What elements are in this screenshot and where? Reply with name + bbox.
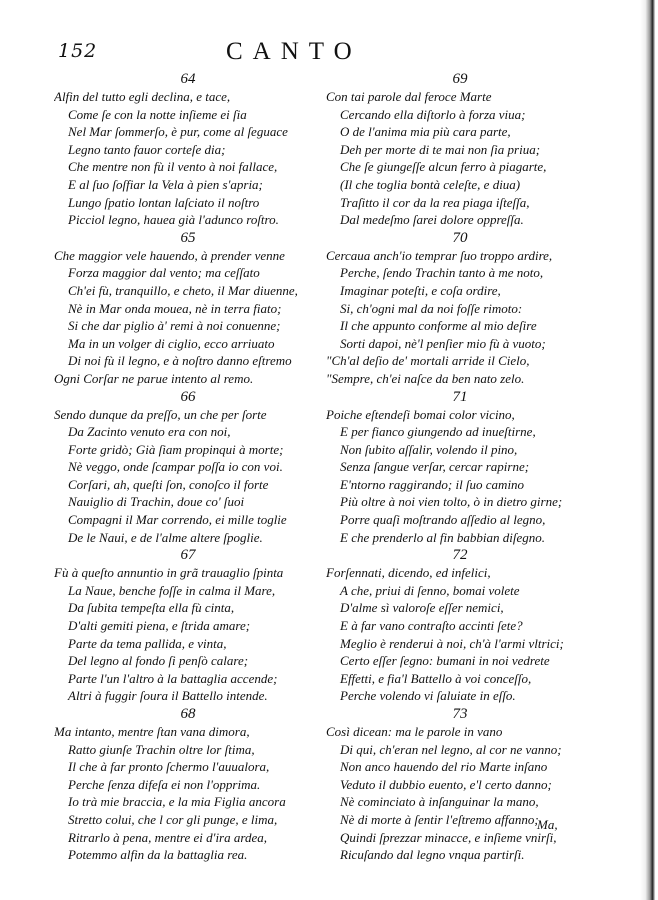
verse-line: Del legno al fondo ſi penſò calare; bbox=[68, 653, 249, 669]
verse-line: Più oltre à noi vien tolto, ò in dietro girne; bbox=[340, 494, 563, 510]
verse-line: Forte gridò; Già ſiam propinqui à morte; bbox=[68, 441, 284, 457]
verse-line: Quindi ſprezzar minacce, e inſieme vnirſi, bbox=[340, 829, 557, 845]
verse-line: Imaginar poteſti, e coſa ordire, bbox=[340, 282, 501, 298]
verse-line: Lungo ſpatio lontan laſciato il noſtro bbox=[68, 194, 260, 210]
verse-line: Altri à fuggir ſoura il Battello intende. bbox=[68, 688, 268, 704]
verse-line: Veduto il dubbio euento, e'l certo danno; bbox=[340, 776, 552, 792]
verse-line: Fù à queſto annuntio in grã trauaglio ſpinta bbox=[54, 565, 284, 581]
right-column bbox=[326, 70, 594, 864]
verse-line: Traſitto il cor da la rea piaga iſteſſa, bbox=[340, 194, 530, 210]
verse-line: Nauiglio di Trachin, doue co' ſuoi bbox=[68, 494, 245, 510]
verse-line: O de l'anima mia più cara parte, bbox=[340, 124, 511, 140]
verse-line: Nè cominciato à inſanguinar la mano, bbox=[340, 794, 539, 810]
verse-line: Si, ch'ogni mal da noi foſſe rimoto: bbox=[340, 300, 523, 316]
verse-line: Ch'ei fù, tranquillo, e cheto, il Mar diuenne, bbox=[68, 282, 298, 298]
stanza-number: 67 bbox=[180, 547, 196, 564]
verse-line: Meglio è renderui à noi, ch'à l'armi vltrici; bbox=[340, 635, 564, 651]
verse-line: Nè veggo, onde ſcampar poſſa io con voi. bbox=[68, 459, 283, 475]
verse-line: Compagni il Mar correndo, ei mille toglie bbox=[68, 512, 287, 528]
verse-line: Corſari, ah, queſti ſon, conoſco il forte bbox=[68, 476, 269, 492]
verse-line: E à far vano contraſto accinti ſete? bbox=[340, 618, 523, 634]
verse-line: Nè in Mar onda mouea, nè in terra fiato; bbox=[68, 300, 282, 316]
verse-line: Poiche eſtendeſi bomai color vicino, bbox=[326, 406, 515, 422]
verse-line: Ratto giunſe Trachin oltre lor ſtima, bbox=[68, 741, 255, 757]
verse-line: Nè di morte à ſentir l'eſtremo affanno; bbox=[340, 811, 539, 827]
verse-line: E per fianco giungendo ad inueſtirne, bbox=[340, 424, 536, 440]
stanza-number: 68 bbox=[180, 706, 196, 722]
verse-line: Forſennati, dicendo, ed infelici, bbox=[326, 565, 491, 581]
verse-line: (Il che toglia bontà celeſte, e diua) bbox=[340, 176, 521, 192]
verse-line: Stretto colui, che l cor gli punge, e lima, bbox=[68, 811, 278, 827]
stanza-number: 65 bbox=[180, 229, 196, 246]
verse-line: La Naue, benche foſſe in calma il Mare, bbox=[68, 582, 276, 598]
verse-line: Con tai parole dal feroce Marte bbox=[326, 89, 492, 104]
verse-line: Io trà mie braccia, e la mia Figlia ancora bbox=[68, 794, 286, 810]
page-edge-shadow bbox=[640, 0, 658, 900]
verse-line: Picciol legno, hauea già l'adunco roſtro. bbox=[68, 212, 279, 228]
verse-line: Si che dar piglio à' remi à noi conuenne; bbox=[68, 318, 281, 334]
verse-line: Dal medeſmo ſarei dolore oppreſſa. bbox=[340, 212, 524, 228]
stanza-number: 71 bbox=[452, 388, 468, 405]
stanza-number: 73 bbox=[452, 706, 468, 722]
stanza-number: 64 bbox=[180, 71, 196, 87]
verse-line: Senza ſangue verſar, cercar rapirne; bbox=[340, 459, 530, 475]
verse-line: Potemmo alfin da la battaglia rea. bbox=[68, 847, 248, 863]
verse-line: Sendo dunque da preſſo, un che per ſorte bbox=[54, 406, 267, 422]
verse-line: E al ſuo ſoſfiar la Vela à pien s'apria; bbox=[68, 176, 263, 192]
verse-line: E che prenderlo al fin babbian diſegno. bbox=[340, 529, 545, 545]
verse-line: Effetti, e fia'l Battello à voi conceſſo, bbox=[340, 670, 532, 686]
verse-line: Non ſubito aſſalir, volendo il pino, bbox=[340, 441, 518, 457]
verse-line: Così dicean: ma le parole in vano bbox=[326, 724, 503, 739]
stanza bbox=[326, 70, 594, 229]
stanza bbox=[326, 546, 594, 705]
stanza-number: 66 bbox=[180, 388, 196, 405]
verse-line: Il che à far pronto ſchermo l'auualora, bbox=[68, 759, 270, 775]
verse-line: Nel Mar ſommerſo, è pur, come al ſeguace bbox=[68, 124, 288, 140]
verse-line: Legno tanto fauor corteſe dia; bbox=[68, 141, 226, 157]
verse-line: Parte da tema pallida, e vinta, bbox=[68, 635, 227, 651]
verse-line: Alfin del tutto egli declina, e tace, bbox=[54, 89, 231, 104]
verse-line: Che maggior vele hauendo, à prender venne bbox=[54, 247, 285, 263]
verse-line: E'ntorno raggirando; il ſuo camino bbox=[340, 476, 525, 492]
verse-line: Sorti dapoi, nè'l penſier mio fù à vuoto; bbox=[340, 335, 546, 351]
verse-line: Porre quaſi moſtrando aſſedio al legno, bbox=[340, 512, 546, 528]
verse-line: Perche volendo vi ſaluiate in eſſo. bbox=[340, 688, 516, 704]
verse-line: Cercando ella diſtorlo à forza viua; bbox=[340, 106, 526, 122]
stanza bbox=[54, 388, 322, 547]
verse-line: Perche ſenza difeſa ei non l'opprima. bbox=[68, 776, 261, 792]
verse-line: Come ſe con la notte inſieme ei ſia bbox=[68, 106, 247, 122]
verse-line: De le Naui, e de l'alme altere ſpoglie. bbox=[68, 529, 263, 545]
verse-line: Da Zacinto venuto era con noi, bbox=[68, 424, 231, 440]
stanza-number: 72 bbox=[452, 547, 468, 564]
verse-line: Ogni Corſar ne parue intento al remo. bbox=[54, 370, 254, 386]
verse-line: Ma intanto, mentre ſtan vana dimora, bbox=[54, 724, 250, 739]
verse-line: Di noi fù il legno, e à noſtro danno eſtremo bbox=[68, 353, 292, 369]
stanza bbox=[54, 70, 322, 229]
verse-line: Che ſe giungeſſe alcun ferro à piagarte, bbox=[340, 159, 547, 175]
stanza bbox=[54, 546, 322, 705]
verse-line: Cercaua anch'io temprar ſuo troppo ardire, bbox=[326, 247, 553, 263]
stanza bbox=[326, 388, 594, 547]
verse-line: "Ch'al deſio de' mortali arride il Cielo, bbox=[326, 353, 530, 369]
page-number: 152 bbox=[58, 40, 98, 62]
verse-line: Certo eſſer ſegno: bumani in noi vedrete bbox=[340, 653, 550, 669]
left-column bbox=[54, 70, 322, 864]
verse-line: D'alti gemiti piena, e ſtrida amare; bbox=[68, 618, 251, 634]
stanza bbox=[54, 705, 322, 864]
stanza-number: 70 bbox=[452, 229, 468, 246]
verse-line: Perche, ſendo Trachin tanto à me noto, bbox=[340, 265, 544, 281]
verse-line: Da ſubita tempeſta ella fù cinta, bbox=[68, 600, 235, 616]
verse-line: Non anco hauendo del rio Marte inſano bbox=[340, 759, 548, 775]
verse-line: Di qui, ch'eran nel legno, al cor ne vanno; bbox=[340, 741, 562, 757]
stanza bbox=[326, 229, 594, 388]
verse-line: Ricuſando dal legno vnqua partirſi. bbox=[340, 847, 525, 863]
verse-line: Forza maggior dal vento; ma ceſſato bbox=[68, 265, 260, 281]
verse-line: Parte l'un l'altro à la battaglia accende; bbox=[68, 670, 278, 686]
stanza bbox=[54, 229, 322, 388]
verse-line: D'alme sì valoroſe eſſer nemici, bbox=[340, 600, 504, 616]
verse-line: A che, priui di ſenno, bomai volete bbox=[340, 582, 520, 598]
verse-line: Deh per morte di te mai non ſia priua; bbox=[340, 141, 541, 157]
verse-line: Che mentre non fù il vento à noi fallace, bbox=[68, 159, 278, 175]
catchword: Ma, bbox=[537, 817, 558, 832]
verse-line: "Sempre, ch'ei naſce da ben nato zelo. bbox=[326, 370, 525, 386]
page-title: CANTO bbox=[226, 38, 362, 65]
verse-line: Ma in un volger di ciglio, ecco arriuato bbox=[68, 335, 275, 351]
stanza-number: 69 bbox=[452, 71, 468, 87]
verse-line: Il che appunto conforme al mio deſire bbox=[340, 318, 537, 334]
verse-line: Ritrarlo à pena, mentre ei d'ira ardea, bbox=[68, 829, 267, 845]
stanza bbox=[326, 705, 594, 864]
